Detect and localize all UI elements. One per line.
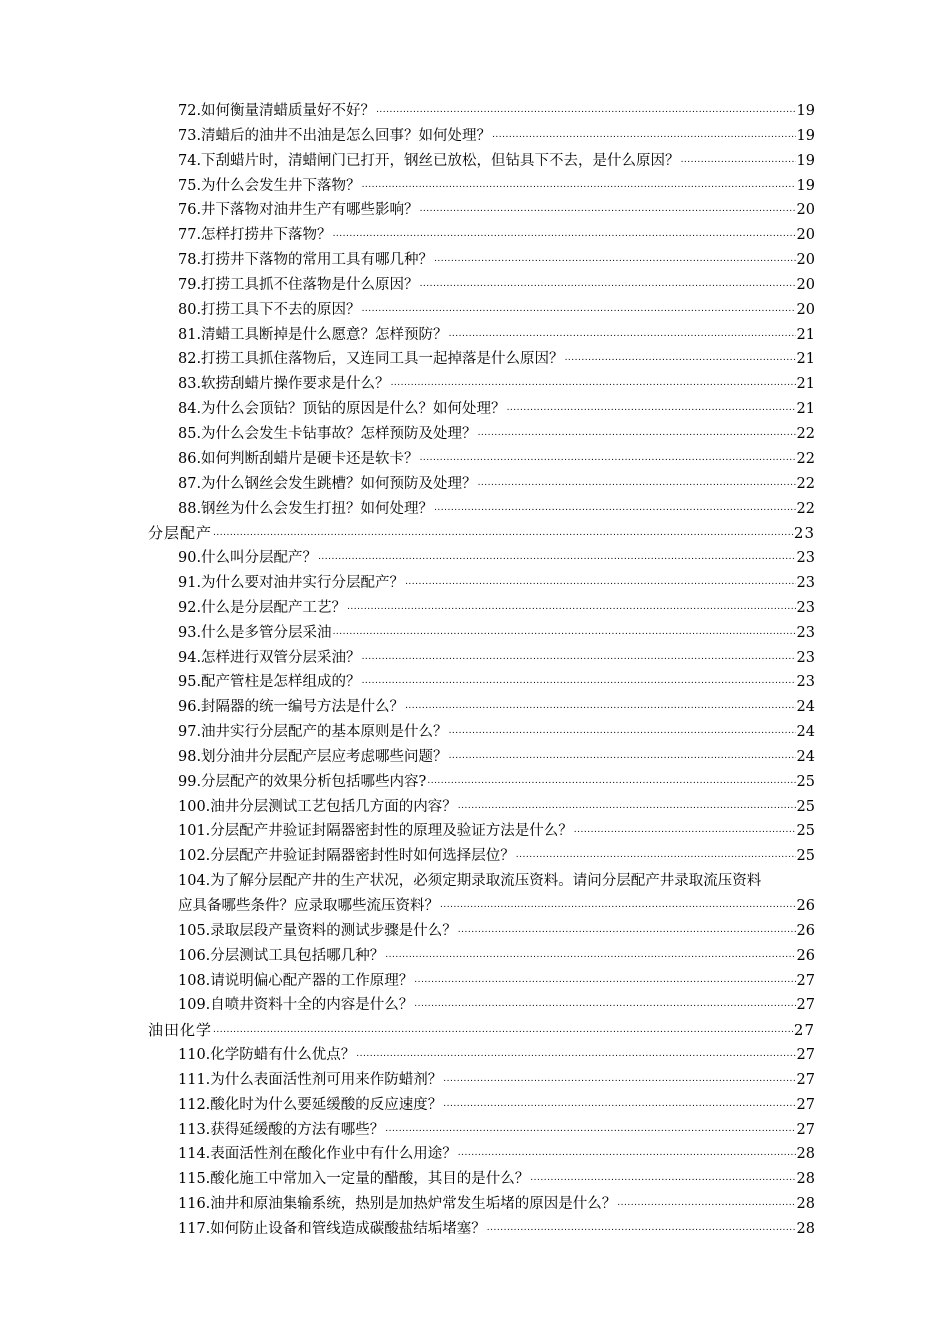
dot-leader [376, 98, 795, 123]
dot-leader [420, 197, 796, 222]
toc-entry[interactable] [148, 323, 815, 348]
toc-entry[interactable] [148, 770, 815, 795]
toc-entry[interactable] [148, 745, 815, 770]
dot-leader [617, 1191, 795, 1216]
toc-entry-title: 105.录取层段产量资料的测试步骤是什么？ [178, 922, 457, 939]
toc-entry-title: 113.获得延缓酸的方法有哪些？ [178, 1121, 385, 1138]
toc-entry[interactable] [148, 1043, 815, 1068]
toc-section-entry[interactable] [148, 1018, 815, 1043]
toc-page-number: 27 [796, 1071, 815, 1088]
toc-entry[interactable] [148, 795, 815, 820]
toc-entry[interactable] [148, 1167, 815, 1192]
toc-entry[interactable] [148, 695, 815, 720]
dot-leader [434, 247, 795, 272]
dot-leader [414, 992, 795, 1017]
toc-entry[interactable] [148, 546, 815, 571]
dot-leader [362, 173, 796, 198]
toc-entry-title: 97.油井实行分层配产的基本原则是什么？ [178, 724, 448, 741]
toc-entry-title: 115.酸化施工中常加入一定量的醋酸，其目的是什么？ [178, 1171, 530, 1188]
toc-page-number: 26 [796, 898, 815, 914]
dot-leader [443, 1092, 795, 1117]
toc-entry[interactable] [148, 894, 815, 919]
dot-leader [516, 843, 796, 868]
toc-entry-title: 111.为什么表面活性剂可用来作防蜡剂？ [178, 1071, 443, 1088]
toc-entry-title: 85.为什么会发生卡钻事故？怎样预防及处理？ [178, 425, 477, 442]
dot-leader [391, 371, 796, 396]
toc-page-number: 22 [796, 500, 815, 517]
toc-page-number: 23 [793, 524, 815, 543]
dot-leader [333, 222, 796, 247]
toc-entry-title: 80.打捞工具下不去的原因？ [178, 301, 361, 318]
toc-page-number: 23 [796, 649, 815, 666]
toc-page-number: 21 [796, 401, 815, 418]
toc-page-number: 20 [796, 276, 815, 293]
toc-page-number: 27 [796, 1121, 815, 1138]
toc-entry-title: 117.如何防止设备和管线造成碳酸盐结垢堵塞？ [178, 1220, 486, 1237]
toc-page-number: 21 [796, 326, 815, 343]
toc-entry-title: 112.酸化时为什么要延缓酸的反应速度？ [178, 1096, 443, 1113]
dot-leader [362, 669, 796, 694]
dot-leader [362, 645, 796, 670]
dot-leader [449, 719, 796, 744]
toc-entry[interactable] [148, 1217, 815, 1242]
toc-page-number: 20 [796, 202, 815, 219]
toc-entry-title: 83.软捞刮蜡片操作要求是什么？ [178, 376, 390, 393]
toc-page-number: 24 [796, 724, 815, 741]
toc-page-number: 20 [796, 301, 815, 318]
toc-entry[interactable] [148, 844, 815, 869]
toc-entry-title: 79.打捞工具抓不住落物是什么原因？ [178, 276, 419, 293]
dot-leader [443, 1067, 795, 1092]
toc-entry[interactable] [148, 646, 815, 671]
toc-entry-title: 77.怎样打捞井下落物？ [178, 227, 332, 244]
dot-leader [440, 893, 796, 918]
dot-leader [362, 297, 796, 322]
toc-entry-title: 90.什么叫分层配产？ [178, 550, 318, 567]
toc-entry-title: 93.什么是多管分层采油 [178, 624, 332, 641]
dot-leader [213, 1018, 793, 1043]
toc-entry-title: 75.为什么会发生井下落物？ [178, 177, 361, 194]
toc-page-number: 23 [796, 599, 815, 616]
dot-leader [449, 322, 796, 347]
toc-entry-title: 87.为什么钢丝会发生跳槽？如何预防及处理？ [178, 475, 477, 492]
toc-entry[interactable] [148, 472, 815, 497]
toc-entry[interactable] [148, 149, 815, 174]
toc-page-number: 28 [796, 1146, 815, 1163]
toc-page-number: 20 [796, 227, 815, 244]
toc-page-number: 21 [796, 351, 815, 368]
toc-entry[interactable] [148, 273, 815, 298]
toc-page-number: 23 [796, 550, 815, 567]
toc-entry-title: 分层配产 [148, 524, 213, 543]
dot-leader [449, 744, 796, 769]
toc-entry-title: 88.钢丝为什么会发生打扭？如何处理？ [178, 500, 434, 517]
toc-page-number: 23 [796, 624, 815, 641]
toc-page-number: 25 [796, 823, 815, 840]
dot-leader [347, 595, 795, 620]
toc-entry-title: 92.什么是分层配产工艺？ [178, 599, 347, 616]
toc-entry-title: 102.分层配产井验证封隔器密封性时如何选择层位？ [178, 848, 515, 865]
toc-page-number: 22 [796, 475, 815, 492]
dot-leader [458, 918, 796, 943]
toc-entry[interactable] [148, 99, 815, 124]
dot-leader [427, 769, 795, 794]
toc-page-number: 22 [796, 425, 815, 442]
toc-page-number: 27 [793, 1021, 815, 1040]
dot-leader [356, 1042, 795, 1067]
toc-entry[interactable] [148, 993, 815, 1018]
toc-entry-title: 76.井下落物对油井生产有哪些影响？ [178, 202, 419, 219]
dot-leader [478, 421, 796, 446]
toc-page-number: 26 [796, 922, 815, 939]
toc-entry-title: 106.分层测试工具包括哪几种？ [178, 947, 385, 964]
toc-entry[interactable] [148, 621, 815, 646]
dot-leader [458, 1141, 796, 1166]
toc-page-number: 19 [796, 127, 815, 144]
dot-leader [487, 1216, 796, 1241]
dot-leader [507, 396, 796, 421]
toc-entry[interactable] [148, 1142, 815, 1167]
toc-entry[interactable] [148, 372, 815, 397]
toc-entry-title: 74.下刮蜡片时，清蜡闸门已打开，钢丝已放松，但钻具下不去，是什么原因？ [178, 152, 680, 169]
toc-page-number: 28 [796, 1220, 815, 1237]
toc-entry-title: 84.为什么会顶钻？顶钻的原因是什么？如何处理？ [178, 401, 506, 418]
toc-entry[interactable] [148, 422, 815, 447]
toc-page-number: 27 [796, 1047, 815, 1064]
toc-entry-title: 95.配产管柱是怎样组成的？ [178, 674, 361, 691]
toc-page-number: 25 [796, 848, 815, 865]
toc-page-number: 28 [796, 1196, 815, 1213]
toc-entry[interactable] [148, 944, 815, 969]
toc-entry-title: 81.清蜡工具断掉是什么愿意？怎样预防？ [178, 326, 448, 343]
toc-page-number: 19 [796, 177, 815, 194]
table-of-contents [148, 99, 815, 1242]
toc-entry[interactable] [148, 447, 815, 472]
dot-leader [213, 521, 793, 546]
toc-entry[interactable] [148, 124, 815, 149]
toc-page-number: 27 [796, 972, 815, 989]
dot-leader [681, 148, 796, 173]
toc-entry[interactable] [148, 571, 815, 596]
toc-page-number: 25 [796, 773, 815, 790]
dot-leader [530, 1166, 795, 1191]
toc-entry-title: 86.如何判断刮蜡片是硬卡还是软卡？ [178, 450, 419, 467]
dot-leader [478, 471, 796, 496]
dot-leader [574, 818, 796, 843]
toc-entry-title: 109.自喷井资料十全的内容是什么？ [178, 997, 414, 1014]
dot-leader [420, 272, 796, 297]
toc-section-entry[interactable] [148, 521, 815, 546]
dot-leader [434, 496, 795, 521]
toc-page-number: 27 [796, 1096, 815, 1113]
toc-entry-title: 116.油井和原油集输系统，热别是加热炉常发生垢堵的原因是什么？ [178, 1196, 617, 1213]
toc-entry-title: 99.分层配产的效果分析包括哪些内容? [178, 773, 427, 790]
toc-entry-title: 82.打捞工具抓住落物后，又连同工具一起掉落是什么原因？ [178, 351, 564, 368]
toc-entry[interactable] [148, 1093, 815, 1118]
toc-page-number: 19 [796, 152, 815, 169]
toc-page-number: 21 [796, 376, 815, 393]
toc-page-number: 26 [796, 947, 815, 964]
dot-leader [405, 694, 795, 719]
toc-entry[interactable] [148, 596, 815, 621]
toc-entry-title: 72.如何衡量清蜡质量好不好？ [178, 103, 376, 119]
dot-leader [385, 1117, 795, 1142]
dot-leader [333, 620, 796, 645]
toc-entry-title: 108.请说明偏心配产器的工作原理？ [178, 972, 414, 989]
toc-entry-title: 114.表面活性剂在酸化作业中有什么用途？ [178, 1146, 457, 1163]
toc-page-number: 24 [796, 748, 815, 765]
toc-entry[interactable] [148, 969, 815, 994]
toc-entry-title: 110.化学防蜡有什么优点？ [178, 1047, 356, 1064]
toc-entry[interactable] [148, 1068, 815, 1093]
toc-page-number: 23 [796, 674, 815, 691]
toc-entry[interactable] [148, 223, 815, 248]
dot-leader [414, 968, 795, 993]
toc-entry[interactable] [148, 397, 815, 422]
toc-page-number: 23 [796, 575, 815, 592]
toc-entry-title: 94.怎样进行双管分层采油？ [178, 649, 361, 666]
toc-page-number: 25 [796, 798, 815, 815]
dot-leader [420, 446, 796, 471]
dot-leader [492, 123, 795, 148]
toc-entry-title: 73.清蜡后的油井不出油是怎么回事？如何处理？ [178, 127, 492, 144]
toc-entry-title: 油田化学 [148, 1021, 213, 1040]
toc-entry[interactable] [148, 919, 815, 944]
toc-page-number: 22 [796, 450, 815, 467]
toc-entry-line[interactable] [148, 869, 815, 894]
toc-entry-title: 96.封隔器的统一编号方法是什么？ [178, 699, 405, 716]
toc-entry[interactable] [148, 1192, 815, 1217]
toc-entry[interactable] [148, 198, 815, 223]
toc-entry[interactable] [148, 720, 815, 745]
toc-entry-title: 78.打捞井下落物的常用工具有哪几种？ [178, 252, 434, 269]
dot-leader [385, 943, 795, 968]
toc-entry[interactable] [148, 497, 815, 522]
toc-entry-title: 应具备哪些条件？应录取哪些流压资料？ [178, 898, 439, 914]
dot-leader [565, 346, 796, 371]
toc-entry[interactable] [148, 1118, 815, 1143]
toc-page-number: 24 [796, 699, 815, 716]
toc-entry[interactable] [148, 298, 815, 323]
toc-entry[interactable] [148, 819, 815, 844]
dot-leader [405, 570, 795, 595]
toc-page-number: 27 [796, 997, 815, 1014]
toc-entry-title: 104.为了解分层配产井的生产状况，必须定期录取流压资料。请问分层配产井录取流压资料 [178, 873, 762, 890]
toc-entry-title: 101.分层配产井验证封隔器密封性的原理及验证方法是什么？ [178, 823, 573, 840]
dot-leader [318, 545, 795, 570]
toc-page-number: 19 [796, 103, 815, 119]
toc-entry-title: 98.划分油井分层配产层应考虑哪些问题？ [178, 748, 448, 765]
toc-page-number: 20 [796, 252, 815, 269]
toc-entry-title: 91.为什么要对油井实行分层配产？ [178, 575, 405, 592]
dot-leader [458, 794, 796, 819]
toc-entry[interactable] [148, 347, 815, 372]
toc-entry-title: 100.油井分层测试工艺包括几方面的内容？ [178, 798, 457, 815]
toc-page-number: 28 [796, 1171, 815, 1188]
toc-entry[interactable] [148, 248, 815, 273]
toc-entry[interactable] [148, 670, 815, 695]
toc-entry[interactable] [148, 174, 815, 199]
